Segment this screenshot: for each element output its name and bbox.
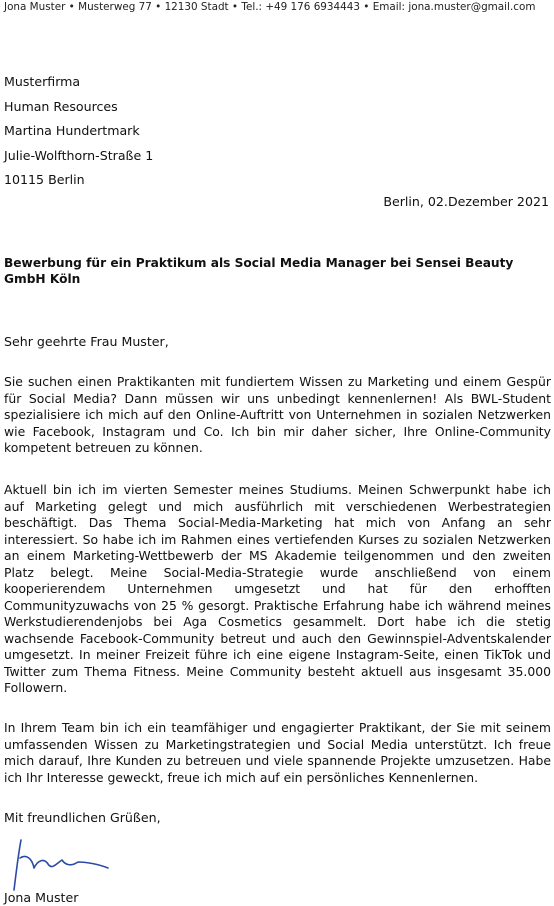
body-paragraph-closing: In Ihrem Team bin ich ein teamfähiger und engagierter Praktikant, der Sie mit seinem umfassenden Wissen zu Marketingstrategien und Social Media unterstützt. Ich freue mich darauf, Ihre Kunden zu betreuen und viele spannende Projekte umzusetzen. Habe ich Ihr Interesse geweckt, freue ich mich auf ein persönliches Kennenlernen. xyxy=(4,720,551,785)
letter-subject: Bewerbung für ein Praktikum als Social Media Manager bei Sensei Beauty GmbH Köln xyxy=(4,256,514,286)
letter-date: Berlin, 02.Dezember 2021 xyxy=(383,194,549,209)
handwritten-signature xyxy=(2,834,112,894)
closing-phrase: Mit freundlichen Grüßen, xyxy=(4,810,161,825)
salutation: Sehr geehrte Frau Muster, xyxy=(4,334,169,349)
recipient-company: Musterfirma xyxy=(4,74,81,89)
recipient-city: 10115 Berlin xyxy=(4,172,85,187)
recipient-contact: Martina Hundertmark xyxy=(4,123,140,138)
sender-address-line: Jona Muster • Musterweg 77 • 12130 Stadt • Tel.: +49 176 6934443 • Email: jona.muster@gmail.com xyxy=(4,1,536,13)
body-paragraph-intro: Sie suchen einen Praktikanten mit fundiertem Wissen zu Marketing und einem Gespür für Social Media? Dann müssen wir uns unbedingt kennenlernen! Als BWL-Student spezialisiere ich mich auf den Online-Auftritt von Unternehmen in sozialen Netzwerken wie Facebook, Instagram und Co. Ich bin mir daher sicher, Ihre Online-Community kompetent betreuen zu können. xyxy=(4,374,551,455)
signature-name: Jona Muster xyxy=(4,890,79,905)
signature-stroke xyxy=(14,840,108,890)
recipient-address-block xyxy=(4,70,153,193)
recipient-department: Human Resources xyxy=(4,98,118,114)
body-paragraph-experience: Aktuell bin ich im vierten Semester meines Studiums. Meinen Schwerpunkt habe ich auf Marketing gelegt und mich ausführlich mit verschiedenen Werbestrategien beschäftigt. Das Thema Social-Media-Marketing hat mich von Anfang an sehr interessiert. So habe ich im Rahmen eines vertiefenden Kurses zu sozialen Netzwerken an einem Marketing-Wettbewerb der MS Akademie teilgenommen und den zweiten Platz belegt. Meine Social-Media-Strategie wurde anschließend von einem kooperierendem Unternehmen umgesetzt und hat für den erhofften Communityzuwachs von 25 % gesorgt. Praktische Erfahrung habe ich während meines Werkstudierendenjobs bei Aga Cosmetics gesammelt. Dort habe ich die stetig wachsende Facebook-Community betreut und auch den Gewinnspiel-Adventskalender umgesetzt. In meiner Freizeit führe ich eine eigene Instagram-Seite, einen TikTok und Twitter zum Thema Fitness. Meine Community besteht aktuell aus insgesamt 35.000 Followern. xyxy=(4,482,551,695)
recipient-street: Julie-Wolfthorn-Straße 1 xyxy=(4,147,154,163)
